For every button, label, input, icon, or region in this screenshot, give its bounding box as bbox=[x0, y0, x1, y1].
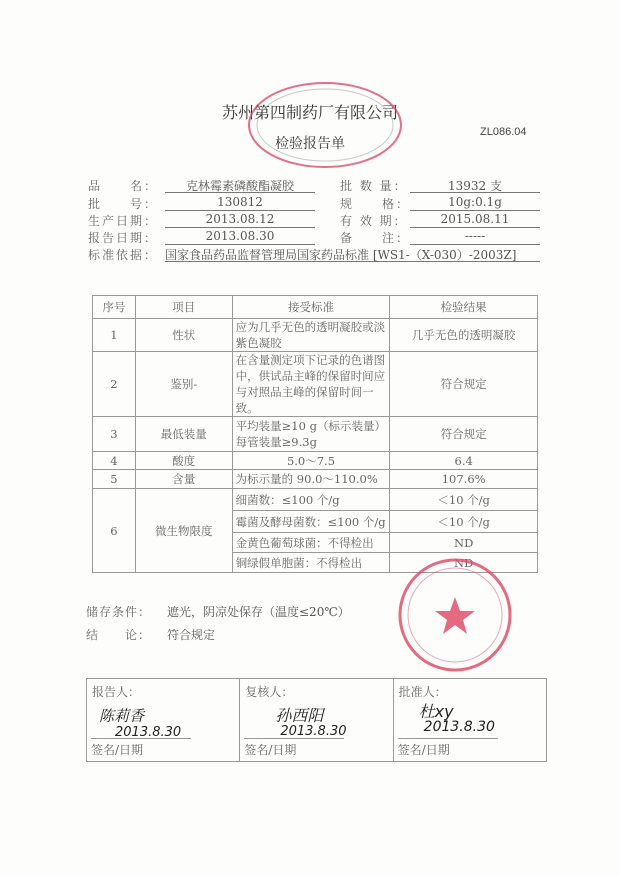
reporter-footer: 签名/日期 bbox=[91, 738, 191, 758]
header-result: 检验结果 bbox=[390, 296, 538, 319]
bottom-stamp bbox=[395, 555, 515, 675]
signature-reviewer bbox=[240, 679, 393, 761]
reviewer-footer: 签名/日期 bbox=[244, 738, 344, 758]
row-standard: 霉菌及酵母菌数：≤100 个/g bbox=[232, 511, 390, 533]
approver-label: 批准人： bbox=[398, 685, 447, 699]
table-row bbox=[93, 489, 538, 511]
table-row bbox=[93, 319, 538, 352]
row-standard: 为标示量的 90.0～110.0% bbox=[232, 470, 390, 489]
standard: 国家食品药品监督管理局国家药品标准 [WS1-（X-030）-2003Z] bbox=[165, 246, 540, 262]
row-no: 5 bbox=[93, 470, 136, 489]
row-item: 鉴别- bbox=[135, 352, 232, 417]
row-result: ＜10 个/g bbox=[390, 511, 538, 533]
header-item: 项目 bbox=[135, 296, 232, 319]
reviewer-signature: 孙西阳 bbox=[275, 706, 324, 725]
row-standard: 5.0～7.5 bbox=[232, 452, 390, 470]
row-item: 最低装量 bbox=[135, 417, 232, 452]
conclusion: 符合规定 bbox=[167, 628, 216, 642]
row-standard: 铜绿假单胞菌：不得检出 bbox=[232, 553, 390, 573]
row-result: 符合规定 bbox=[390, 417, 538, 452]
row-no: 3 bbox=[93, 417, 136, 452]
product-name: 克林霉素磷酸酯凝胶 bbox=[165, 177, 315, 193]
reporter-date: 2013.8.30 bbox=[115, 725, 182, 740]
remark-label: 备 注： bbox=[340, 231, 411, 245]
report-date: 2013.08.30 bbox=[165, 229, 315, 245]
document-title: 检验报告单 bbox=[275, 136, 345, 152]
mfg-date: 2013.08.12 bbox=[165, 212, 315, 228]
table-row bbox=[93, 470, 538, 489]
test-results-table bbox=[92, 295, 538, 573]
report-date-label: 报告日期： bbox=[88, 231, 159, 245]
row-standard: 应为几乎无色的透明凝胶或淡紫色凝胶 bbox=[232, 319, 390, 352]
row-item: 含量 bbox=[135, 470, 232, 489]
row-result: 几乎无色的透明凝胶 bbox=[390, 319, 538, 352]
form-code: ZL086.04 bbox=[480, 126, 527, 138]
header-standard: 接受标准 bbox=[232, 296, 390, 319]
approver-footer: 签名/日期 bbox=[398, 738, 498, 758]
row-standard: 金黄色葡萄球菌：不得检出 bbox=[232, 533, 390, 553]
reviewer-label: 复核人： bbox=[245, 685, 294, 699]
company-name: 苏州第四制药厂有限公司 bbox=[221, 103, 398, 122]
row-result: 107.6% bbox=[390, 470, 538, 489]
remark: ----- bbox=[410, 229, 540, 245]
table-header-row bbox=[93, 296, 538, 319]
standard-label: 标准依据： bbox=[88, 248, 159, 262]
row-result: ND bbox=[390, 533, 538, 553]
approver-signature: 杜xy bbox=[418, 702, 454, 721]
star-icon bbox=[435, 597, 475, 634]
batch-qty-label: 批 数 量： bbox=[340, 179, 408, 193]
reporter-signature: 陈莉香 bbox=[99, 707, 145, 725]
row-no: 4 bbox=[93, 452, 136, 470]
row-standard: 细菌数：≤100 个/g bbox=[232, 489, 390, 511]
signature-approver bbox=[394, 679, 546, 761]
row-no: 6 bbox=[93, 489, 136, 573]
mfg-date-label: 生产日期： bbox=[88, 214, 159, 228]
batch-no-label: 批 号： bbox=[88, 197, 159, 211]
row-item: 性状 bbox=[135, 319, 232, 352]
row-standard: 在含量测定项下记录的色谱图中，供试品主峰的保留时间应与对照品主峰的保留时间一致。 bbox=[232, 352, 390, 417]
conclusion-label: 结 论： bbox=[86, 628, 152, 642]
row-standard: 平均装量≥10 g（标示装量）每管装量≥9.3g bbox=[232, 417, 390, 452]
reviewer-date: 2013.8.30 bbox=[280, 724, 347, 739]
table-row bbox=[93, 352, 538, 417]
row-result: 6.4 bbox=[390, 452, 538, 470]
reporter-label: 报告人： bbox=[92, 685, 141, 699]
row-item: 微生物限度 bbox=[135, 489, 232, 573]
row-no: 2 bbox=[93, 352, 136, 417]
header-no: 序号 bbox=[93, 296, 136, 319]
row-result: ND bbox=[390, 553, 538, 573]
storage-label: 储存条件： bbox=[86, 605, 152, 619]
table-row bbox=[93, 452, 538, 470]
batch-qty: 13932 支 bbox=[410, 177, 540, 193]
product-name-label: 品 名： bbox=[88, 179, 159, 193]
spec-label: 规 格： bbox=[340, 197, 411, 211]
row-result: 符合规定 bbox=[390, 352, 538, 417]
signature-table bbox=[86, 678, 547, 762]
row-item: 酸度 bbox=[135, 452, 232, 470]
approver-date: 2013.8.30 bbox=[423, 719, 495, 735]
table-row bbox=[93, 417, 538, 452]
batch-no: 130812 bbox=[165, 195, 315, 211]
storage: 遮光，阴凉处保存（温度≤20℃） bbox=[167, 605, 350, 619]
expiry-label: 有 效 期： bbox=[340, 214, 408, 228]
row-no: 1 bbox=[93, 319, 136, 352]
row-result: ＜10 个/g bbox=[390, 489, 538, 511]
signature-reporter bbox=[87, 679, 240, 761]
spec: 10g:0.1g bbox=[410, 195, 540, 211]
expiry: 2015.08.11 bbox=[410, 212, 540, 228]
top-stamp bbox=[245, 78, 405, 173]
